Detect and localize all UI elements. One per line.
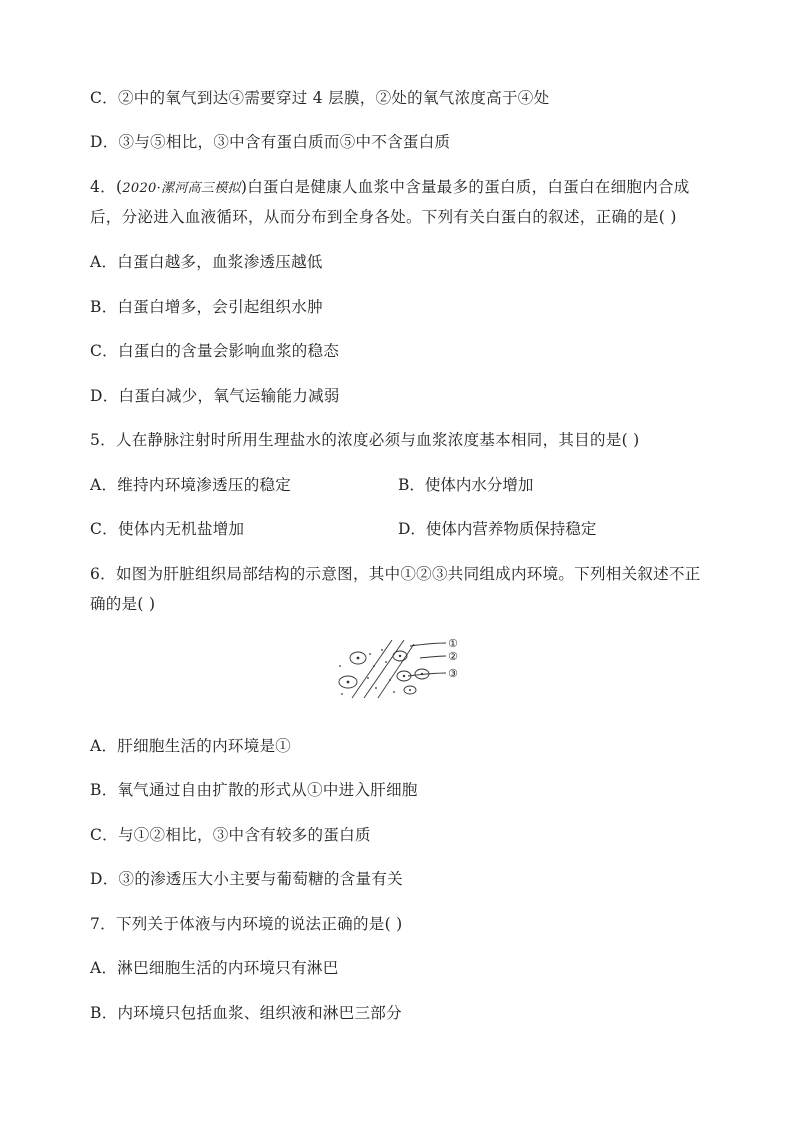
q6-option-c: C．与①②相比，③中含有较多的蛋白质 bbox=[90, 826, 371, 844]
q4-option-c: C．白蛋白的含量会影响血浆的稳态 bbox=[90, 342, 340, 360]
q4-stem-text: )白蛋白是健康人血浆中含量最多的蛋白质，白蛋白在细胞内合成 bbox=[240, 178, 690, 196]
q6-option-a: A．肝细胞生活的内环境是① bbox=[90, 737, 292, 755]
q5-option-c: C．使体内无机盐增加 bbox=[90, 520, 245, 538]
q6-stem-line2: 确的是( ) bbox=[90, 595, 156, 613]
q7-stem: 7．下列关于体液与内环境的说法正确的是( ) bbox=[90, 915, 403, 933]
q3-option-c: C．②中的氧气到达④需要穿过 4 层膜，②处的氧气浓度高于④处 bbox=[90, 89, 550, 107]
q3-option-d: D．③与⑤相比，③中含有蛋白质而⑤中不含蛋白质 bbox=[90, 133, 451, 151]
q4-number: 4．( bbox=[90, 178, 123, 196]
q5-stem: 5．人在静脉注射时所用生理盐水的浓度必须与血浆浓度基本相同，其目的是( ) bbox=[90, 431, 640, 449]
q5-option-d: D．使体内营养物质保持稳定 bbox=[398, 520, 597, 538]
q4-stem-line1 bbox=[90, 175, 690, 197]
q7-option-b: B．内环境只包括血浆、组织液和淋巴三部分 bbox=[90, 1004, 402, 1022]
q7-option-a: A．淋巴细胞生活的内环境只有淋巴 bbox=[90, 959, 339, 977]
q4-option-a: A．白蛋白越多，血浆渗透压越低 bbox=[90, 253, 323, 271]
figure-label-1: ① bbox=[448, 637, 458, 650]
q6-option-b: B．氧气通过自由扩散的形式从①中进入肝细胞 bbox=[90, 781, 418, 799]
liver-tissue-diagram bbox=[330, 636, 465, 700]
q5-option-b: B．使体内水分增加 bbox=[398, 476, 534, 494]
pointer-line-3 bbox=[408, 673, 446, 676]
q6-stem-line1: 6．如图为肝脏组织局部结构的示意图，其中①②③共同组成内环境。下列相关叙述不正 bbox=[90, 565, 701, 583]
q4-source: 2020·漯河高三模拟 bbox=[122, 181, 241, 196]
q6-option-d: D．③的渗透压大小主要与葡萄糖的含量有关 bbox=[90, 870, 403, 888]
capillary-wall-left bbox=[352, 640, 392, 698]
pointer-line-1 bbox=[410, 643, 446, 646]
figure-label-3: ③ bbox=[448, 667, 458, 680]
q4-stem-line2: 后，分泌进入血液循环，从而分布到全身各处。下列有关白蛋白的叙述，正确的是( ) bbox=[90, 208, 677, 226]
figure-label-2: ② bbox=[448, 650, 458, 663]
q5-option-a: A．维持内环境渗透压的稳定 bbox=[90, 476, 292, 494]
pointer-line-2 bbox=[420, 656, 446, 658]
q4-option-d: D．白蛋白减少，氧气运输能力减弱 bbox=[90, 387, 340, 405]
q4-option-b: B．白蛋白增多，会引起组织水肿 bbox=[90, 298, 323, 316]
